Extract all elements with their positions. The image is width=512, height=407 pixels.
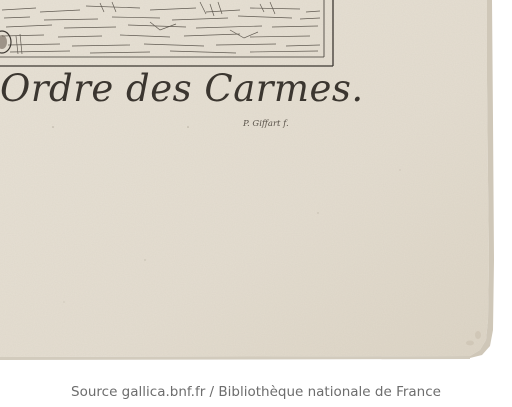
plate-caption: Ordre des Carmes.: [0, 67, 364, 110]
source-credit: Source gallica.bnf.fr / Bibliothèque nationale de France: [0, 377, 512, 407]
engraver-signature: P. Giffart f.: [243, 119, 289, 129]
